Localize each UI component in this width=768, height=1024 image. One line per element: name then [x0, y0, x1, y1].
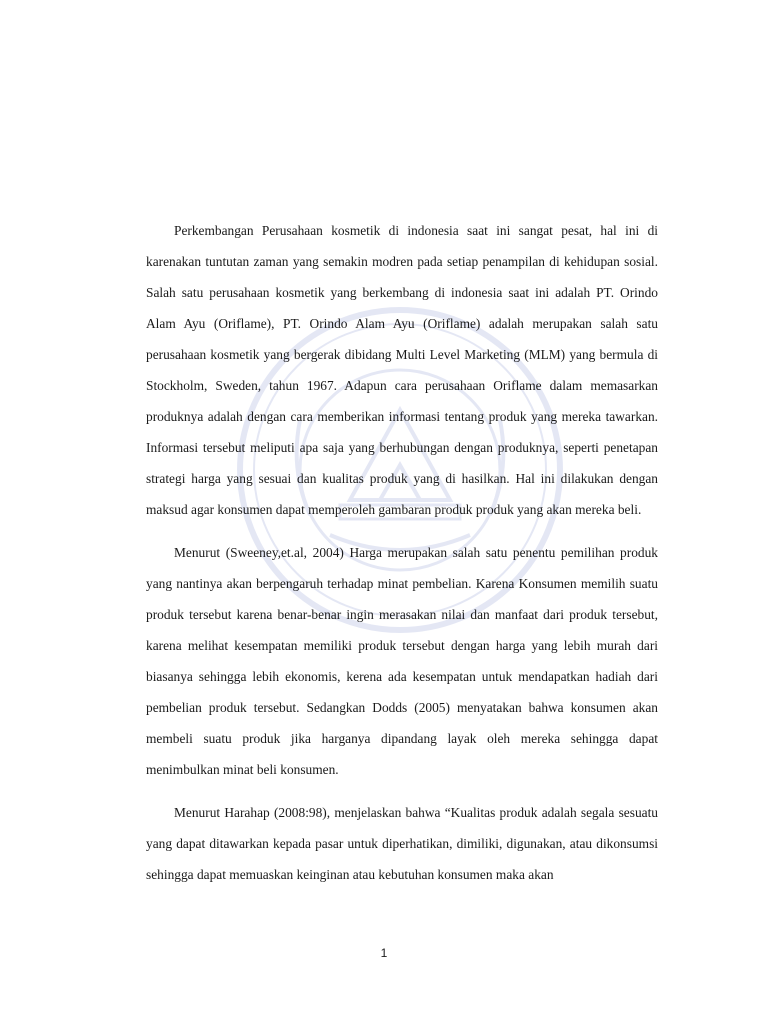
- paragraph-2: Menurut (Sweeney,et.al, 2004) Harga merupakan salah satu penentu pemilihan produk yang nantinya akan berpengaruh terhadap minat pembelian. Karena Konsumen memilih suatu produk tersebut karena benar-benar ingin merasakan nilai dan manfaat dari produk tersebut, karena melihat kesempatan memiliki produk tersebut dengan harga yang lebih murah dari biasanya sehingga lebih ekonomis, kerena ada kesempatan untuk mendapatkan hadiah dari pembelian produk tersebut. Sedangkan Dodds (2005) menyatakan bahwa konsumen akan membeli suatu produk jika harganya dipandang layak oleh mereka sehingga dapat menimbulkan minat beli konsumen.: [146, 545, 658, 777]
- page-number: 1: [380, 946, 388, 960]
- paragraph-3: Menurut Harahap (2008:98), menjelaskan bahwa “Kualitas produk adalah segala sesuatu yang dapat ditawarkan kepada pasar untuk diperhatikan, dimiliki, digunakan, atau dikonsumsi sehingga dapat memuaskan keinginan atau kebutuhan konsumen maka akan: [146, 805, 658, 882]
- body-text: [146, 215, 658, 890]
- paragraph-1: Perkembangan Perusahaan kosmetik di indonesia saat ini sangat pesat, hal ini di karenakan tuntutan zaman yang semakin modren pada setiap penampilan di kehidupan sosial. Salah satu perusahaan kosmetik yang berkembang di indonesia saat ini adalah PT. Orindo Alam Ayu (Oriflame), PT. Orindo Alam Ayu (Oriflame) adalah merupakan salah satu perusahaan kosmetik yang bergerak dibidang Multi Level Marketing (MLM) yang bermula di Stockholm, Sweden, tahun 1967. Adapun cara perusahaan Oriflame dalam memasarkan produknya adalah dengan cara memberikan informasi tentang produk yang mereka tawarkan. Informasi tersebut meliputi apa saja yang berhubungan dengan produknya, seperti penetapan strategi harga yang sesuai dan kualitas produk yang di hasilkan. Hal ini dilakukan dengan maksud agar konsumen dapat memperoleh gambaran produk produk yang akan mereka beli.: [146, 223, 658, 517]
